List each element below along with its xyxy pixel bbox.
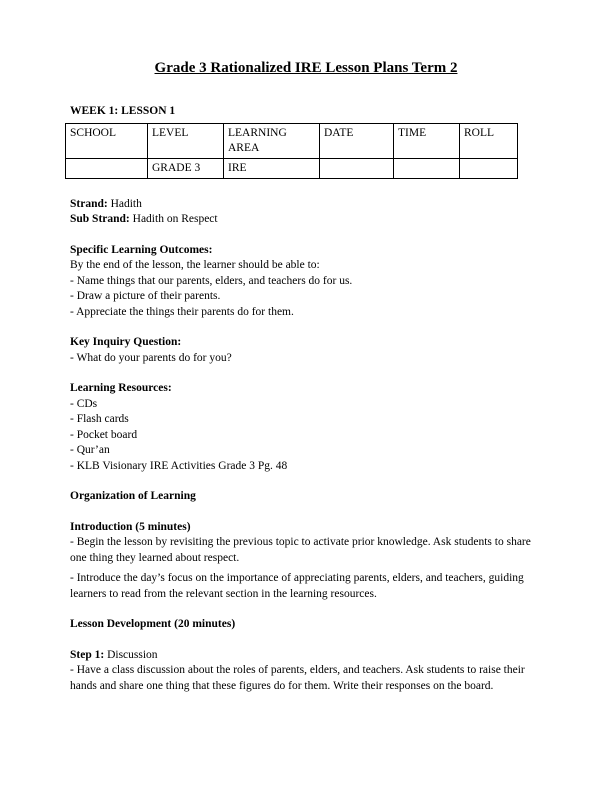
header-cell-roll: ROLL: [460, 123, 518, 158]
resource-item: - Pocket board: [70, 428, 138, 441]
outcomes-block: [70, 243, 542, 321]
table-value-row: [66, 158, 518, 178]
resource-item: - KLB Visionary IRE Activities Grade 3 Pg. 48: [70, 459, 288, 472]
step1-line: [70, 648, 542, 664]
header-cell-learning-area: LEARNING AREA: [224, 123, 320, 158]
resource-item: - Flash cards: [70, 413, 129, 425]
sub-strand-value: Hadith on Respect: [132, 213, 218, 225]
sub-strand-label: Sub Strand:: [70, 213, 130, 225]
strand-line: [70, 197, 542, 213]
key-inquiry-item: - What do your parents do for you?: [70, 351, 232, 364]
step1-block: [70, 648, 542, 695]
step1-paragraph: - Have a class discussion about the roles of parents, elders, and teachers. Ask students to raise their hands and share one thing that these figures do for them. Write their responses on the board.: [70, 664, 525, 692]
resource-item: - CDs: [70, 397, 98, 410]
outcome-item: - Appreciate the things their parents do for them.: [70, 305, 294, 318]
outcomes-heading: Specific Learning Outcomes:: [70, 243, 213, 256]
header-cell-level: LEVEL: [148, 123, 224, 158]
key-inquiry-heading: Key Inquiry Question:: [70, 336, 182, 348]
cell-learning-area-value: IRE: [224, 158, 320, 178]
lesson-development-block: [70, 617, 542, 633]
header-cell-school: SCHOOL: [66, 123, 148, 158]
cell-level-value: GRADE 3: [148, 158, 224, 178]
outcomes-intro: By the end of the lesson, the learner should be able to:: [70, 259, 320, 271]
cell-school-value: [66, 158, 148, 178]
introduction-paragraph: - Introduce the day’s focus on the importance of appreciating parents, elders, and teachers, guiding learners to read from the relevant section in the learning resources.: [70, 572, 524, 600]
outcome-item: - Draw a picture of their parents.: [70, 290, 221, 302]
strand-label: Strand:: [70, 197, 108, 210]
table-header-row: [66, 123, 518, 158]
page-title: Grade 3 Rationalized IRE Lesson Plans Term 2: [154, 60, 458, 76]
cell-date-value: [320, 158, 394, 178]
step1-value: Discussion: [107, 648, 158, 661]
organization-block: [70, 489, 542, 505]
introduction-block: [70, 520, 542, 603]
cell-roll-value: [460, 158, 518, 178]
cell-time-value: [394, 158, 460, 178]
strand-block: [70, 197, 542, 228]
week-heading: WEEK 1: LESSON 1: [70, 105, 176, 117]
header-cell-time: TIME: [394, 123, 460, 158]
sub-strand-line: [70, 212, 542, 228]
introduction-heading: Introduction (5 minutes): [70, 520, 191, 533]
organization-heading: Organization of Learning: [70, 490, 196, 502]
resources-heading: Learning Resources:: [70, 382, 172, 394]
resource-item: - Qur’an: [70, 444, 110, 456]
strand-value: Hadith: [110, 197, 142, 210]
lesson-development-heading: Lesson Development (20 minutes): [70, 618, 236, 630]
resources-block: [70, 381, 542, 474]
introduction-paragraph: - Begin the lesson by revisiting the previous topic to activate prior knowledge. Ask students to share one thing they learned about respect.: [70, 536, 531, 564]
header-cell-date: DATE: [320, 123, 394, 158]
outcome-item: - Name things that our parents, elders, and teachers do for us.: [70, 274, 353, 287]
lesson-info-table: [65, 123, 518, 179]
key-inquiry-block: [70, 335, 542, 366]
step1-label: Step 1:: [70, 648, 105, 661]
